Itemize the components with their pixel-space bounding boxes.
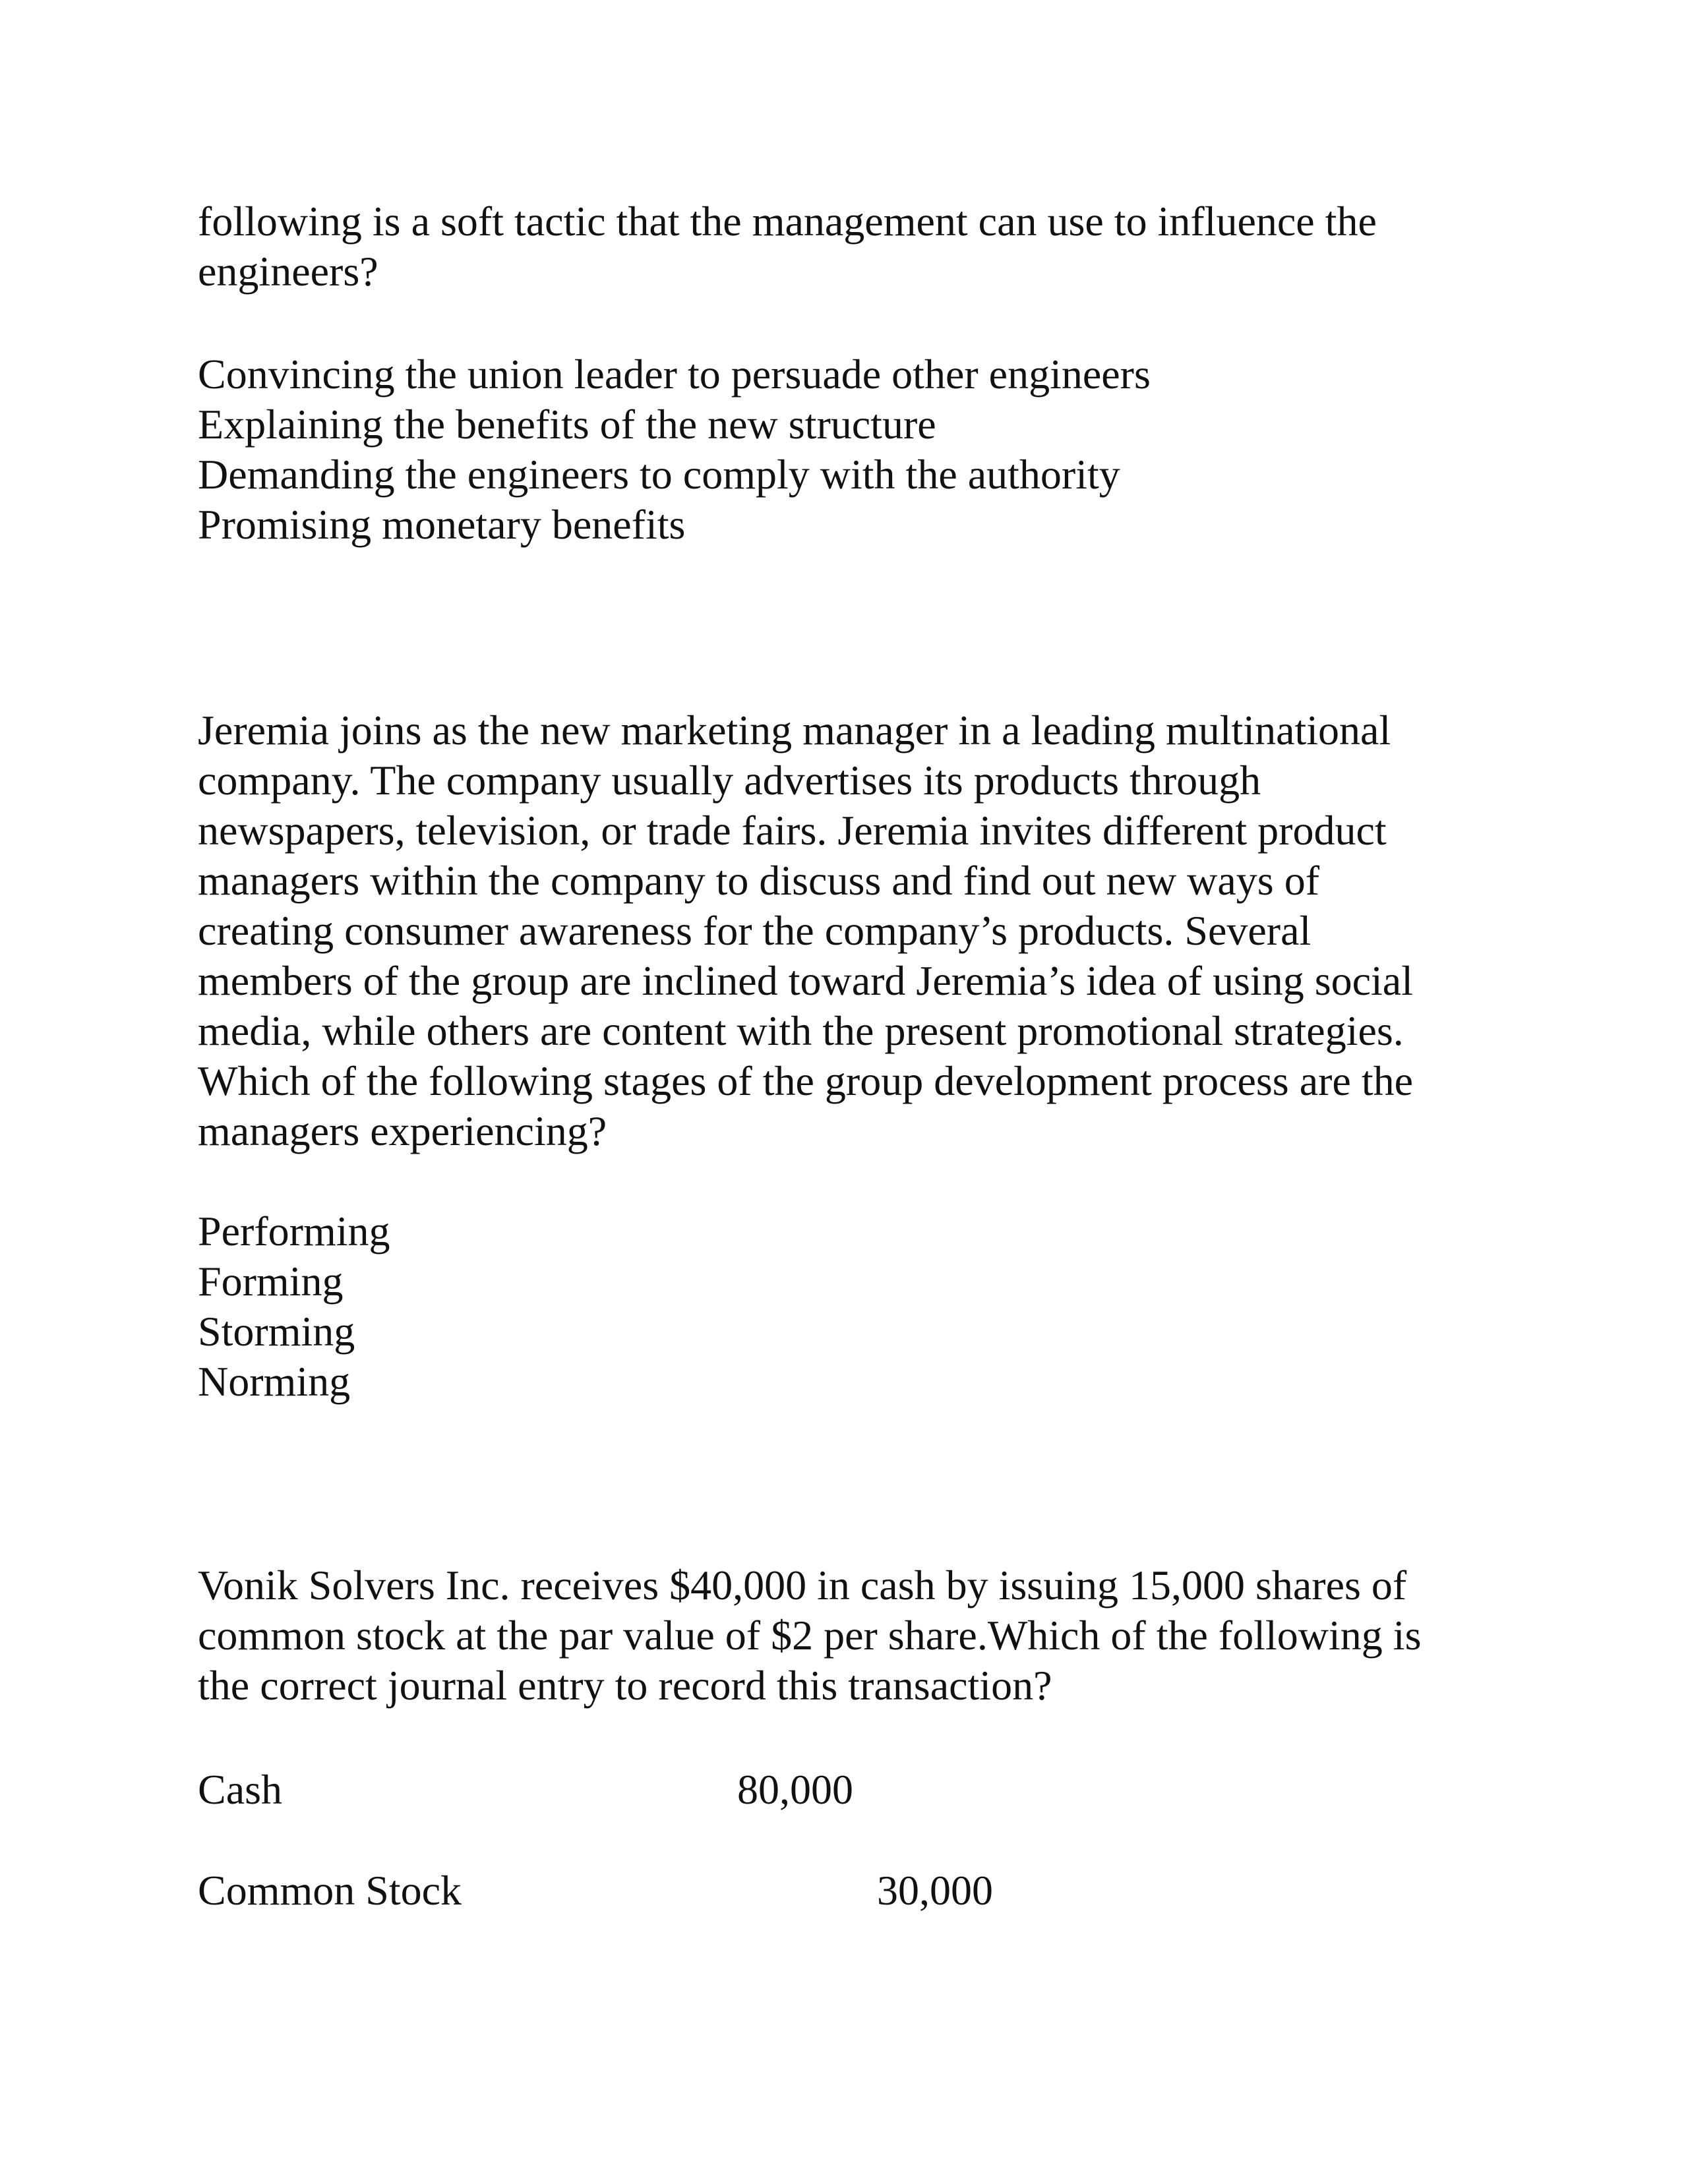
question-2-options [198, 1206, 1517, 1407]
journal-account: Cash [198, 1766, 282, 1813]
question-1-option: Convincing the union leader to persuade other engineers [198, 351, 1151, 398]
question-2-stem [198, 705, 1517, 1156]
journal-account: Common Stock [198, 1867, 462, 1914]
question-1-option: Promising monetary benefits [198, 501, 686, 548]
question-2-stem-line: Which of the following stages of the group development process are the [198, 1057, 1413, 1104]
question-3-stem-line: common stock at the par value of $2 per share.Which of the following is [198, 1612, 1422, 1659]
question-1-stem-line: following is a soft tactic that the management can use to influence the [198, 198, 1377, 245]
question-1-stem [198, 196, 1517, 297]
question-1-options [198, 349, 1517, 550]
journal-debit-amount: 80,000 [737, 1766, 853, 1813]
question-1-stem-line: engineers? [198, 248, 378, 295]
question-3-stem [198, 1560, 1517, 1711]
question-3-stem-line: the correct journal entry to record this transaction? [198, 1662, 1052, 1709]
question-2-stem-line: company. The company usually advertises its products through [198, 757, 1261, 804]
question-2-option: Forming [198, 1258, 344, 1305]
question-2-option: Performing [198, 1208, 390, 1254]
question-1-option: Demanding the engineers to comply with the authority [198, 451, 1120, 498]
journal-entry-row [198, 1765, 1451, 1817]
question-2-option: Storming [198, 1308, 355, 1355]
question-2-stem-line: creating consumer awareness for the company’s products. Several [198, 907, 1311, 954]
question-3-stem-line: Vonik Solvers Inc. receives $40,000 in cash by issuing 15,000 shares of [198, 1562, 1407, 1608]
question-1-option: Explaining the benefits of the new structure [198, 401, 936, 448]
question-2-stem-line: newspapers, television, or trade fairs. Jeremia invites different product [198, 807, 1387, 854]
question-2-option: Norming [198, 1358, 351, 1405]
journal-entry-row [198, 1866, 1451, 1918]
question-2-stem-line: Jeremia joins as the new marketing manager in a leading multinational [198, 707, 1391, 753]
question-2-stem-line: members of the group are inclined toward Jeremia’s idea of using social [198, 957, 1413, 1004]
journal-credit-amount: 30,000 [877, 1867, 993, 1914]
question-2-stem-line: managers experiencing? [198, 1107, 607, 1154]
question-2-stem-line: managers within the company to discuss and find out new ways of [198, 857, 1319, 904]
question-2-stem-line: media, while others are content with the present promotional strategies. [198, 1007, 1404, 1054]
